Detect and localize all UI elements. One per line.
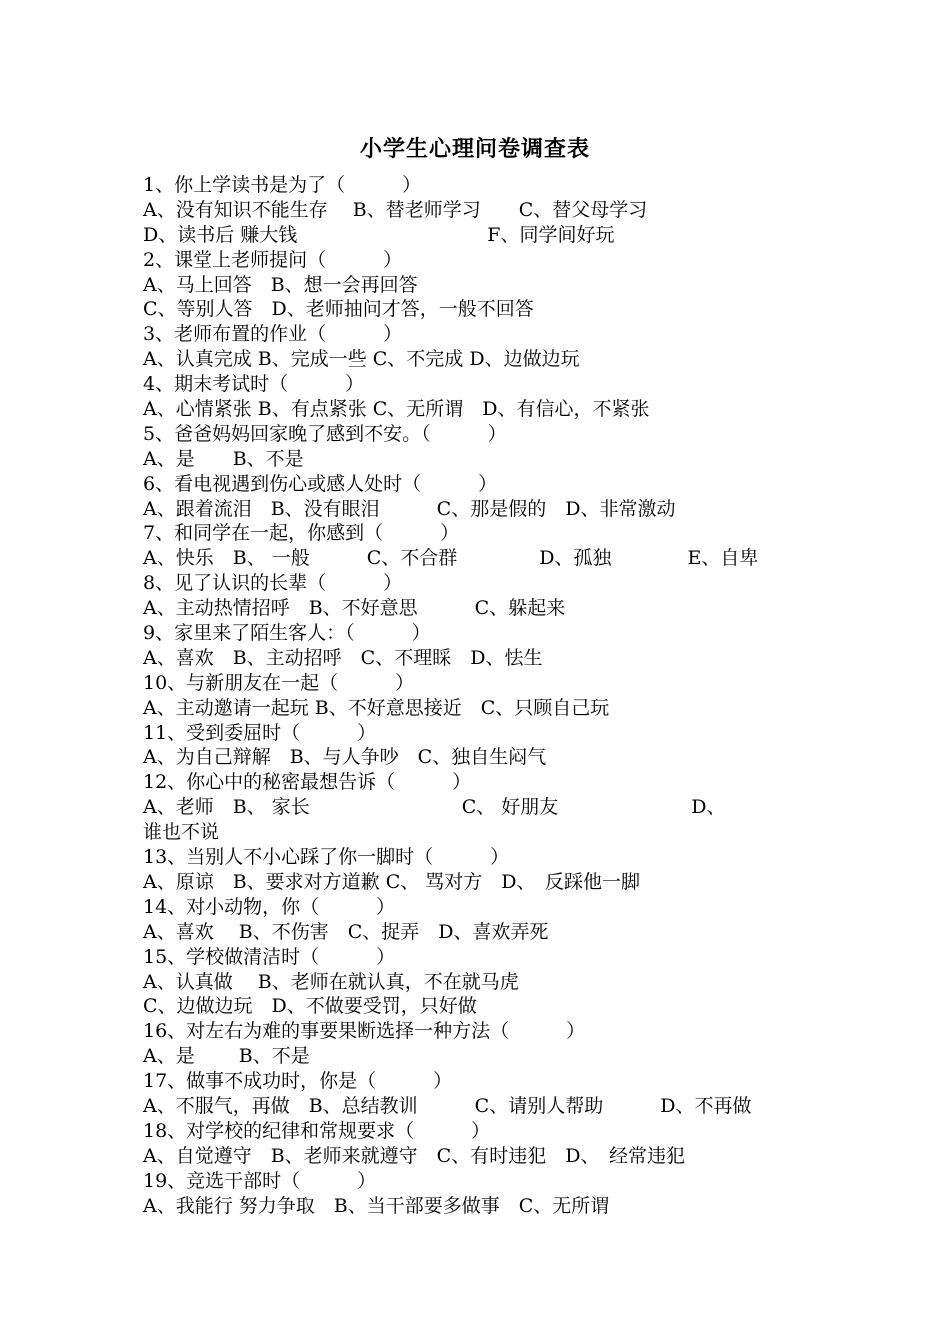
questionnaire-line: D、读书后 赚大钱 F、同学间好玩: [143, 223, 615, 246]
questionnaire-line: A、是 B、不是: [143, 1045, 310, 1068]
questionnaire-line: 13、当别人不小心踩了你一脚时（ ）: [143, 846, 510, 869]
questionnaire-line: A、是 B、不是: [143, 447, 304, 470]
questionnaire-body: [143, 173, 811, 1218]
page-title: 小学生心理问卷调查表: [359, 136, 590, 162]
questionnaire-line: 15、学校做清洁时（ ）: [143, 945, 396, 968]
questionnaire-line: 17、做事不成功时，你是（ ）: [143, 1070, 453, 1093]
questionnaire-line: A、原谅 B、要求对方道歉 C、 骂对方 D、 反踩他一脚: [143, 870, 641, 893]
questionnaire-line: 2、课堂上老师提问（ ）: [143, 248, 403, 271]
questionnaire-line: C、边做边玩 D、不做要受罚，只好做: [143, 995, 477, 1018]
questionnaire-line: A、心情紧张 B、有点紧张 C、无所谓 D、有信心，不紧张: [143, 398, 650, 421]
questionnaire-line: 11、受到委屈时（ ）: [143, 721, 377, 744]
questionnaire-line: 4、期末考试时（ ）: [143, 373, 365, 396]
questionnaire-line: 14、对小动物，你（ ）: [143, 895, 396, 918]
questionnaire-line: A、没有知识不能生存 B、替老师学习 C、替父母学习: [143, 198, 648, 221]
questionnaire-line: A、快乐 B、 一般 C、不合群 D、孤独 E、自卑: [143, 547, 759, 570]
questionnaire-line: 8、见了认识的长辈（ ）: [143, 572, 403, 595]
questionnaire-line: 5、爸爸妈妈回家晚了感到不安。（ ）: [143, 422, 507, 445]
questionnaire-line: A、马上回答 B、想一会再回答: [143, 273, 418, 296]
questionnaire-line: A、喜欢 B、不伤害 C、捉弄 D、喜欢弄死: [143, 920, 549, 943]
questionnaire-line: A、喜欢 B、主动招呼 C、不理睬 D、怯生: [143, 646, 543, 669]
questionnaire-line: A、自觉遵守 B、老师来就遵守 C、有时违犯 D、 经常违犯: [143, 1144, 685, 1167]
questionnaire-line: 6、看电视遇到伤心或感人处时（ ）: [143, 472, 498, 495]
questionnaire-line: A、老师 B、 家长 C、 好朋友 D、: [143, 796, 726, 819]
questionnaire-line: A、主动邀请一起玩 B、不好意思接近 C、只顾自己玩: [143, 696, 610, 719]
questionnaire-line: A、不服气，再做 B、总结教训 C、请别人帮助 D、不再做: [143, 1094, 752, 1117]
questionnaire-line: 1、你上学读书是为了（ ）: [143, 174, 422, 196]
questionnaire-line: A、认真完成 B、完成一些 C、不完成 D、边做边玩: [143, 348, 580, 371]
questionnaire-line: 19、竞选干部时（ ）: [143, 1169, 377, 1192]
questionnaire-line: A、跟着流泪 B、没有眼泪 C、那是假的 D、非常激动: [143, 497, 676, 520]
questionnaire-line: A、认真做 B、老师在就认真，不在就马虎: [143, 970, 519, 993]
questionnaire-line: 12、你心中的秘密最想告诉（ ）: [143, 771, 472, 794]
questionnaire-line: C、等别人答 D、老师抽问才答，一般不回答: [143, 298, 534, 321]
questionnaire-line: 7、和同学在一起，你感到（ ）: [143, 522, 460, 545]
questionnaire-line: 谁也不说: [143, 821, 220, 844]
questionnaire-line: A、为自己辩解 B、与人争吵 C、独自生闷气: [143, 746, 547, 769]
questionnaire-line: 18、对学校的纪律和常规要求（ ）: [143, 1119, 491, 1142]
questionnaire-line: 3、老师布置的作业（ ）: [143, 323, 403, 346]
questionnaire-line: 16、对左右为难的事要果断选择一种方法（ ）: [143, 1020, 586, 1043]
questionnaire-line: 10、与新朋友在一起（ ）: [143, 671, 415, 694]
questionnaire-line: A、我能行 努力争取 B、当干部要多做事 C、无所谓: [143, 1194, 610, 1217]
questionnaire-line: 9、家里来了陌生客人：（ ）: [143, 622, 431, 645]
questionnaire-line: A、主动热情招呼 B、不好意思 C、躲起来: [143, 597, 566, 620]
